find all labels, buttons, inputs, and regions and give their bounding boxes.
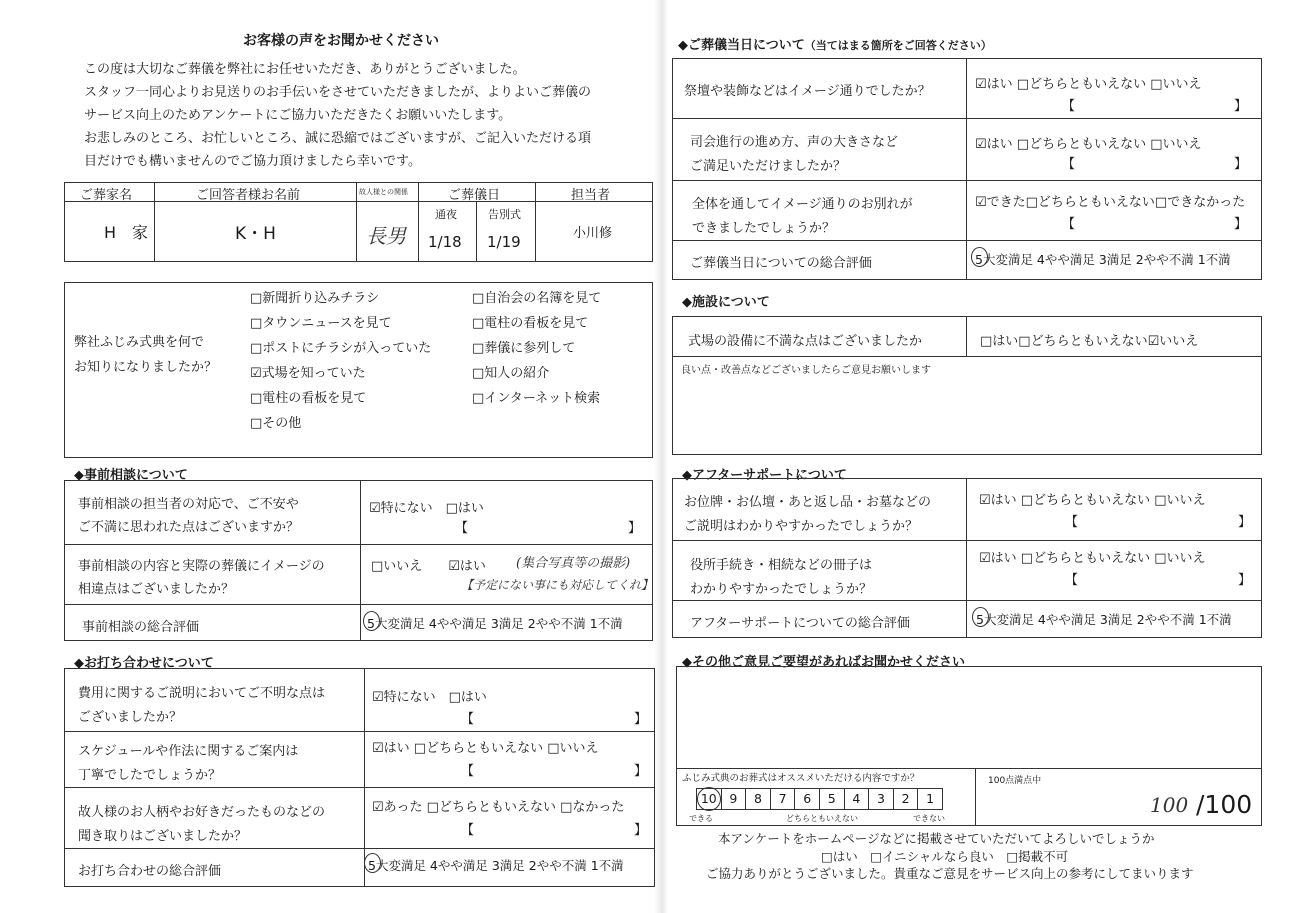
after-a1-bracket-open: 【	[1065, 515, 1079, 530]
uchiawase-rating-circle	[364, 853, 381, 873]
footer-publish-options[interactable]: □はい □イニシャルなら良い □掲載不可	[821, 849, 1069, 864]
touday-a3-bracket-close: 】	[1234, 217, 1248, 232]
option-knew-venue[interactable]: ☑式場を知っていた	[250, 366, 366, 381]
touday-q1: 祭壇や装飾などはイメージ通りでしたか？	[684, 84, 931, 99]
funeral-date-value: 1/19	[487, 233, 521, 251]
touday-a2-bracket-open: 【	[1062, 157, 1076, 172]
uchiawase-a1-bracket-open: 【	[461, 712, 475, 727]
intro-line-3: サービス向上のためアンケートにご協力いただきたくお願いいたします。	[84, 108, 512, 123]
shisetsu-heading: ◆施設について	[682, 295, 770, 310]
uchiawase-q2-line1: スケジュールや作法に関するご案内は	[78, 744, 299, 759]
jizen-a2[interactable]: □いいえ ☑はい	[371, 559, 486, 574]
respondent-value: K・H	[235, 224, 276, 244]
scale-10[interactable]: 10	[697, 789, 722, 809]
other-heading: ◆その他ご意見ご要望があればお聞かせください	[682, 655, 965, 670]
after-heading: ◆アフターサポートについて	[682, 468, 847, 483]
page-title: お客様の声をお聞かせください	[243, 33, 439, 49]
score-label: 100点満点中	[988, 776, 1042, 786]
touday-a1-bracket-open: 【	[1062, 99, 1076, 114]
touday-q2-line2: ご満足いただけましたか？	[690, 159, 847, 174]
option-newspaper[interactable]: □新聞折り込みチラシ	[250, 291, 380, 306]
jizen-q2-line2: 相違点はございましたか？	[78, 582, 235, 597]
shisetsu-a1[interactable]: □はい□どちらともいえない☑いいえ	[980, 334, 1199, 349]
uchiawase-q1-line1: 費用に関するご説明においてご不明な点は	[78, 686, 326, 701]
scale-8[interactable]: 8	[746, 789, 771, 809]
touday-a2-bracket-close: 】	[1234, 157, 1248, 172]
uchiawase-a1[interactable]: ☑特にない □はい	[372, 690, 487, 705]
uchiawase-a3-bracket-open: 【	[461, 823, 475, 838]
touday-a2[interactable]: ☑はい □どちらともいえない □いいえ	[975, 137, 1202, 152]
scale-6[interactable]: 6	[795, 789, 820, 809]
option-attended-funeral[interactable]: □葬儀に参列して	[472, 341, 576, 356]
after-rating-circle	[972, 607, 989, 627]
touday-a1[interactable]: ☑はい □どちらともいえない □いいえ	[975, 77, 1202, 92]
uchiawase-rating[interactable]: 5大変満足 4やや満足 3満足 2やや不満 1不満	[368, 858, 624, 873]
touday-rating[interactable]: 5大変満足 4やや満足 3満足 2やや不満 1不満	[975, 252, 1231, 267]
intro-line-4: お悲しみのところ、お忙しいところ、誠に恐縮ではございますが、ご記入いただける項	[84, 131, 592, 146]
staff-value: 小川修	[573, 226, 613, 241]
jizen-rating[interactable]: 5大変満足 4やや満足 3満足 2やや不満 1不満	[367, 616, 623, 631]
header-funeral: 告別式	[488, 208, 521, 221]
touday-rating-circle	[971, 247, 988, 267]
jizen-a1-bracket-close: 】	[628, 521, 642, 536]
jizen-a1[interactable]: ☑特にない □はい	[369, 501, 484, 516]
jizen-a1-bracket-open: 【	[455, 521, 469, 536]
uchiawase-q3-line1: 故人様のお人柄やお好きだったものなどの	[78, 805, 326, 820]
jizen-heading: ◆事前相談について	[74, 468, 188, 483]
uchiawase-heading: ◆お打ち合わせについて	[74, 656, 214, 671]
wake-date-value: 1/18	[428, 233, 462, 251]
recommend-question: ふじみ式典のお葬式はオススメいただける内容ですか？	[682, 773, 920, 784]
uchiawase-q4: お打ち合わせの総合評価	[78, 864, 222, 879]
shisetsu-comment-label: 良い点・改善点などございましたらご意見お願いします	[681, 365, 931, 376]
uchiawase-a1-bracket-close: 】	[634, 712, 648, 727]
header-staff: 担当者	[571, 188, 611, 203]
score-handwritten: 100	[1150, 793, 1189, 817]
uchiawase-a3[interactable]: ☑あった □どちらともいえない □なかった	[372, 800, 625, 815]
uchiawase-q1-line2: ございましたか？	[78, 710, 183, 725]
touday-q4: ご葬儀当日についての総合評価	[690, 256, 872, 271]
option-mailbox-flyer[interactable]: □ポストにチラシが入っていた	[250, 341, 432, 356]
footer-line-1: 本アンケートをホームページなどに掲載させていただいてよろしいでしょうか	[718, 831, 1155, 846]
uchiawase-q2-line2: 丁寧でしたでしょうか？	[78, 768, 222, 783]
touday-a3-bracket-open: 【	[1062, 217, 1076, 232]
option-internet[interactable]: □インターネット検索	[472, 391, 601, 406]
header-respondent: ご回答者様お名前	[196, 188, 301, 203]
touday-heading: ◆ご葬儀当日について（当てはまる箇所をご回答ください）	[678, 38, 992, 53]
scale-label-cannot: できない	[913, 814, 945, 823]
uchiawase-a3-bracket-close: 】	[634, 823, 648, 838]
option-neighborhood-list[interactable]: □自治会の名簿を見て	[472, 291, 602, 306]
after-a1[interactable]: ☑はい □どちらともいえない □いいえ	[979, 493, 1206, 508]
option-other[interactable]: □その他	[250, 416, 302, 431]
after-q1-line2: ご説明はわかりやすかったでしょうか？	[684, 519, 919, 534]
scale-label-neutral: どちらともいえない	[786, 814, 858, 823]
after-q1-line1: お位牌・お仏壇・あと返し品・お墓などの	[684, 495, 932, 510]
after-q2-line1: 役所手続き・相続などの冊子は	[690, 558, 873, 573]
touday-q3-line2: できましたでしょうか？	[692, 221, 836, 236]
scale-1[interactable]: 1	[926, 791, 935, 806]
page-fold	[654, 0, 668, 913]
scale-label-can: できる	[689, 814, 713, 823]
recommend-scale	[696, 788, 943, 810]
jizen-q3: 事前相談の総合評価	[82, 620, 200, 635]
header-relation: 故人様との関係	[359, 188, 408, 196]
footer-line-3: ご協力ありがとうございました。貴重なご意見をサービス向上の参考にしてまいります	[706, 866, 1194, 881]
shisetsu-q1: 式場の設備に不満な点はございましたか	[688, 334, 923, 349]
option-pole-sign[interactable]: □電柱の看板を見て	[472, 316, 589, 331]
jizen-rating-circle	[363, 611, 380, 631]
header-wake: 通夜	[435, 208, 457, 221]
uchiawase-a2-bracket-open: 【	[461, 764, 475, 779]
after-a2-bracket-open: 【	[1065, 573, 1079, 588]
touday-q2-line1: 司会進行の進め方、声の大きさなど	[690, 135, 899, 150]
scale-3[interactable]: 3	[869, 789, 894, 809]
score-total: /100	[1196, 790, 1253, 819]
option-town-news[interactable]: □タウンニュースを見て	[250, 316, 392, 331]
uchiawase-q3-line2: 聞き取りはございましたか？	[78, 829, 248, 844]
header-date: ご葬儀日	[448, 188, 501, 203]
recommend-circle	[697, 787, 721, 811]
after-a1-bracket-close: 】	[1238, 515, 1252, 530]
scale-4[interactable]: 4	[845, 789, 870, 809]
relation-value: 長男	[366, 224, 406, 248]
after-q3: アフターサポートについての総合評価	[690, 616, 910, 631]
after-a2[interactable]: ☑はい □どちらともいえない □いいえ	[979, 551, 1206, 566]
option-pole-sign-2[interactable]: □電柱の看板を見て	[250, 391, 367, 406]
after-q2-line2: わかりやすかったでしょうか？	[690, 582, 873, 597]
jizen-q1-line2: ご不満に思われた点はございますか？	[78, 520, 300, 535]
intro-line-2: スタッフ一同心よりお見送りのお手伝いをさせていただきましたが、よりよいご葬儀の	[84, 85, 592, 100]
after-a2-bracket-close: 】	[1238, 573, 1252, 588]
jizen-a2-handwritten-1: (集合写真等の撮影)	[516, 556, 631, 571]
how-known-question-2: お知りになりましたか？	[74, 360, 218, 375]
option-referral[interactable]: □知人の紹介	[472, 366, 550, 381]
scale-9[interactable]: 9	[722, 789, 747, 809]
jizen-q1-line1: 事前相談の担当者の対応で、ご不安や	[78, 497, 299, 512]
after-rating[interactable]: 5大変満足 4やや満足 3満足 2やや不満 1不満	[976, 612, 1232, 627]
jizen-q2-line1: 事前相談の内容と実際の葬儀にイメージの	[78, 559, 325, 574]
intro-line-1: この度は大切なご葬儀を弊社にお任せいただき、ありがとうございました。	[84, 62, 526, 77]
touday-q3-line1: 全体を通してイメージ通りのお別れが	[692, 197, 913, 212]
intro-line-5: 目だけでも構いませんのでご協力頂けましたら幸いです。	[84, 154, 421, 169]
touday-a3[interactable]: ☑できた□どちらともいえない□できなかった	[975, 195, 1246, 210]
uchiawase-a2-bracket-close: 】	[634, 764, 648, 779]
scale-2[interactable]: 2	[894, 789, 919, 809]
header-family: ご葬家名	[80, 188, 133, 203]
how-known-question-1: 弊社ふじみ式典を何で	[74, 335, 205, 350]
uchiawase-a2[interactable]: ☑はい □どちらともいえない □いいえ	[372, 741, 599, 756]
scale-5[interactable]: 5	[820, 789, 845, 809]
jizen-a2-handwritten-2: 【予定にない事にも対応してくれ】	[461, 578, 654, 592]
scale-7[interactable]: 7	[771, 789, 796, 809]
touday-a1-bracket-close: 】	[1234, 99, 1248, 114]
family-name-value: H 家	[104, 223, 149, 242]
